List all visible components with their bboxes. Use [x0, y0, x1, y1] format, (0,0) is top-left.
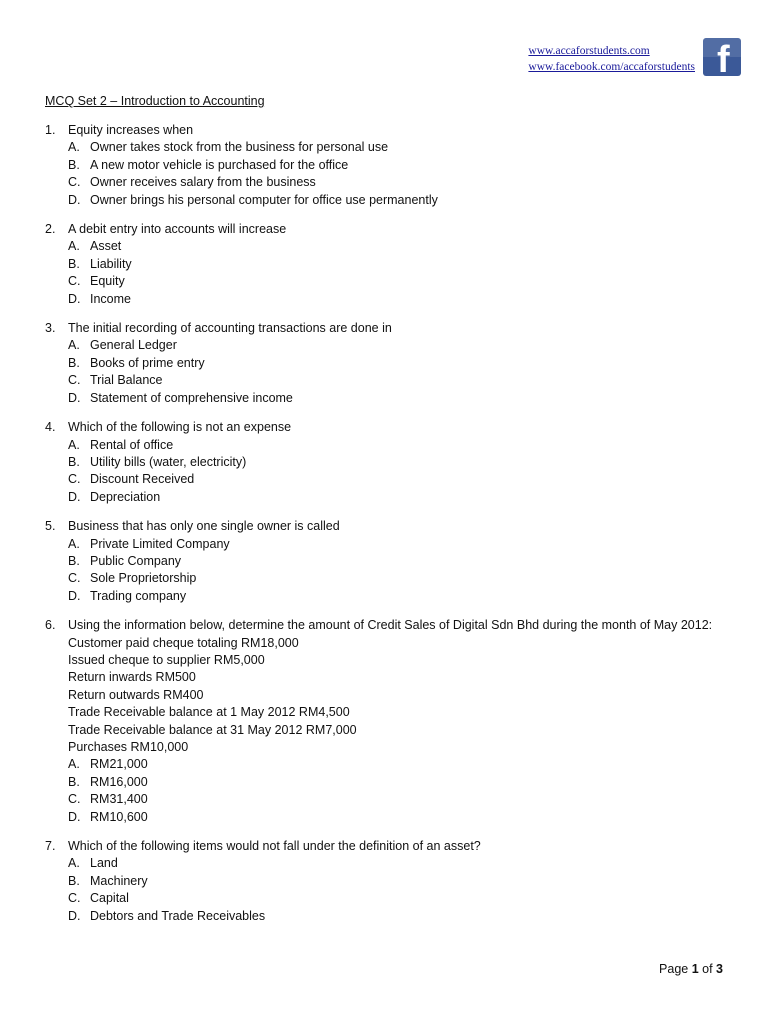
- option-text: Debtors and Trade Receivables: [90, 908, 266, 923]
- option-label: D.: [68, 588, 81, 603]
- answer-option: [45, 809, 735, 826]
- answer-option: [45, 570, 735, 587]
- question-text: The initial recording of accounting transactions are done in: [68, 321, 392, 336]
- answer-option: [45, 238, 735, 255]
- question-4: [45, 419, 735, 506]
- question-detail-line: Issued cheque to supplier RM5,000: [68, 652, 265, 667]
- option-text: Trial Balance: [90, 373, 163, 388]
- option-text: RM31,400: [90, 792, 148, 807]
- question-7: [45, 838, 735, 925]
- option-label: D.: [68, 489, 81, 504]
- option-text: A new motor vehicle is purchased for the office: [90, 157, 349, 172]
- option-label: A.: [68, 140, 80, 155]
- page-number: [659, 962, 723, 976]
- answer-option: [45, 553, 735, 570]
- answer-option: [45, 390, 735, 407]
- answer-option: [45, 139, 735, 156]
- option-text: RM21,000: [90, 757, 148, 772]
- option-text: Income: [90, 291, 131, 306]
- facebook-link[interactable]: www.facebook.com/accaforstudents: [528, 61, 695, 73]
- answer-option: [45, 890, 735, 907]
- option-text: RM16,000: [90, 774, 148, 789]
- option-text: RM10,600: [90, 809, 148, 824]
- option-text: Private Limited Company: [90, 536, 230, 551]
- question-detail-line: Return inwards RM500: [68, 670, 196, 685]
- answer-option: [45, 489, 735, 506]
- option-text: Depreciation: [90, 489, 161, 504]
- option-text: Discount Received: [90, 472, 195, 487]
- answer-option: [45, 273, 735, 290]
- header-links: [528, 43, 695, 75]
- answer-option: [45, 471, 735, 488]
- option-text: Trading company: [90, 588, 187, 603]
- option-label: D.: [68, 390, 81, 405]
- option-text: Asset: [90, 239, 122, 254]
- question-list: [45, 122, 735, 937]
- answer-option: [45, 536, 735, 553]
- question-text: A debit entry into accounts will increase: [68, 222, 287, 237]
- option-text: Capital: [90, 891, 129, 906]
- answer-option: [45, 337, 735, 354]
- question-number: 4.: [45, 420, 56, 435]
- option-label: A.: [68, 338, 80, 353]
- question-detail-line: Return outwards RM400: [68, 687, 204, 702]
- answer-option: [45, 157, 735, 174]
- option-label: C.: [68, 571, 81, 586]
- question-text: Business that has only one single owner is called: [68, 519, 340, 534]
- question-stem: [45, 122, 735, 139]
- option-text: Utility bills (water, electricity): [90, 454, 247, 469]
- question-number: 3.: [45, 321, 56, 336]
- question-stem: [45, 419, 735, 436]
- answer-option: [45, 174, 735, 191]
- question-detail-line: Trade Receivable balance at 1 May 2012 RM4,500: [68, 705, 350, 720]
- question-2: [45, 221, 735, 308]
- document-title: MCQ Set 2 – Introduction to Accounting: [45, 94, 265, 108]
- option-text: Land: [90, 856, 118, 871]
- answer-option: [45, 873, 735, 890]
- option-text: Public Company: [90, 553, 182, 568]
- answer-option: [45, 372, 735, 389]
- option-label: B.: [68, 553, 80, 568]
- answer-option: [45, 588, 735, 605]
- question-3: [45, 320, 735, 407]
- option-text: Machinery: [90, 873, 148, 888]
- answer-option: [45, 756, 735, 773]
- option-label: A.: [68, 757, 80, 772]
- question-text: Equity increases when: [68, 123, 194, 137]
- option-text: Sole Proprietorship: [90, 571, 197, 586]
- page-separator: of: [698, 962, 717, 976]
- question-text: Using the information below, determine the amount of Credit Sales of Digital Sdn Bhd during the month of May 2012:: [68, 618, 713, 633]
- option-text: Owner takes stock from the business for personal use: [90, 140, 389, 155]
- question-number: 7.: [45, 839, 56, 854]
- answer-option: [45, 256, 735, 273]
- option-label: A.: [68, 536, 80, 551]
- option-text: Rental of office: [90, 437, 174, 452]
- option-label: B.: [68, 774, 80, 789]
- option-text: Equity: [90, 274, 125, 289]
- option-label: D.: [68, 908, 81, 923]
- option-label: B.: [68, 355, 80, 370]
- option-label: C.: [68, 891, 81, 906]
- option-label: C.: [68, 792, 81, 807]
- page-prefix: Page: [659, 962, 692, 976]
- option-text: General Ledger: [90, 338, 177, 353]
- page-current: 1: [691, 962, 699, 976]
- answer-option: [45, 454, 735, 471]
- question-5: [45, 518, 735, 605]
- option-text: Liability: [90, 256, 132, 271]
- question-text: Which of the following is not an expense: [68, 420, 292, 435]
- answer-option: [45, 791, 735, 808]
- question-stem: [45, 320, 735, 337]
- option-label: B.: [68, 873, 80, 888]
- question-number: 1.: [45, 123, 56, 137]
- question-number: 2.: [45, 222, 56, 237]
- option-label: B.: [68, 157, 80, 172]
- option-text: Owner receives salary from the business: [90, 175, 316, 190]
- question-detail-line: Customer paid cheque totaling RM18,000: [68, 635, 299, 650]
- option-text: Books of prime entry: [90, 355, 205, 370]
- option-label: D.: [68, 291, 81, 306]
- facebook-icon[interactable]: [703, 38, 741, 76]
- option-label: C.: [68, 274, 81, 289]
- option-label: B.: [68, 454, 80, 469]
- page-total: 3: [716, 962, 723, 976]
- option-label: B.: [68, 256, 80, 271]
- question-detail-line: Trade Receivable balance at 31 May 2012 RM7,000: [68, 722, 357, 737]
- option-label: A.: [68, 856, 80, 871]
- answer-option: [45, 355, 735, 372]
- option-label: D.: [68, 809, 81, 824]
- option-label: D.: [68, 192, 81, 207]
- answer-option: [45, 291, 735, 308]
- question-6: [45, 617, 735, 826]
- question-1: [45, 122, 735, 209]
- option-label: A.: [68, 239, 80, 254]
- question-stem: [45, 518, 735, 535]
- answer-option: [45, 437, 735, 454]
- question-detail-line: Purchases RM10,000: [68, 740, 189, 754]
- option-label: A.: [68, 437, 80, 452]
- question-stem: [45, 617, 735, 634]
- option-label: C.: [68, 472, 81, 487]
- answer-option: [45, 774, 735, 791]
- question-stem: [45, 221, 735, 238]
- answer-option: [45, 908, 735, 925]
- question-number: 6.: [45, 618, 56, 633]
- option-text: Owner brings his personal computer for office use permanently: [90, 192, 438, 207]
- facebook-icon-letter: f: [717, 39, 730, 76]
- website-link[interactable]: www.accaforstudents.com: [528, 45, 650, 57]
- answer-option: [45, 855, 735, 872]
- question-number: 5.: [45, 519, 56, 534]
- question-stem: [45, 838, 735, 855]
- option-label: C.: [68, 175, 81, 190]
- question-text: Which of the following items would not fall under the definition of an asset?: [68, 839, 481, 854]
- answer-option: [45, 192, 735, 209]
- option-label: C.: [68, 373, 81, 388]
- option-text: Statement of comprehensive income: [90, 390, 293, 405]
